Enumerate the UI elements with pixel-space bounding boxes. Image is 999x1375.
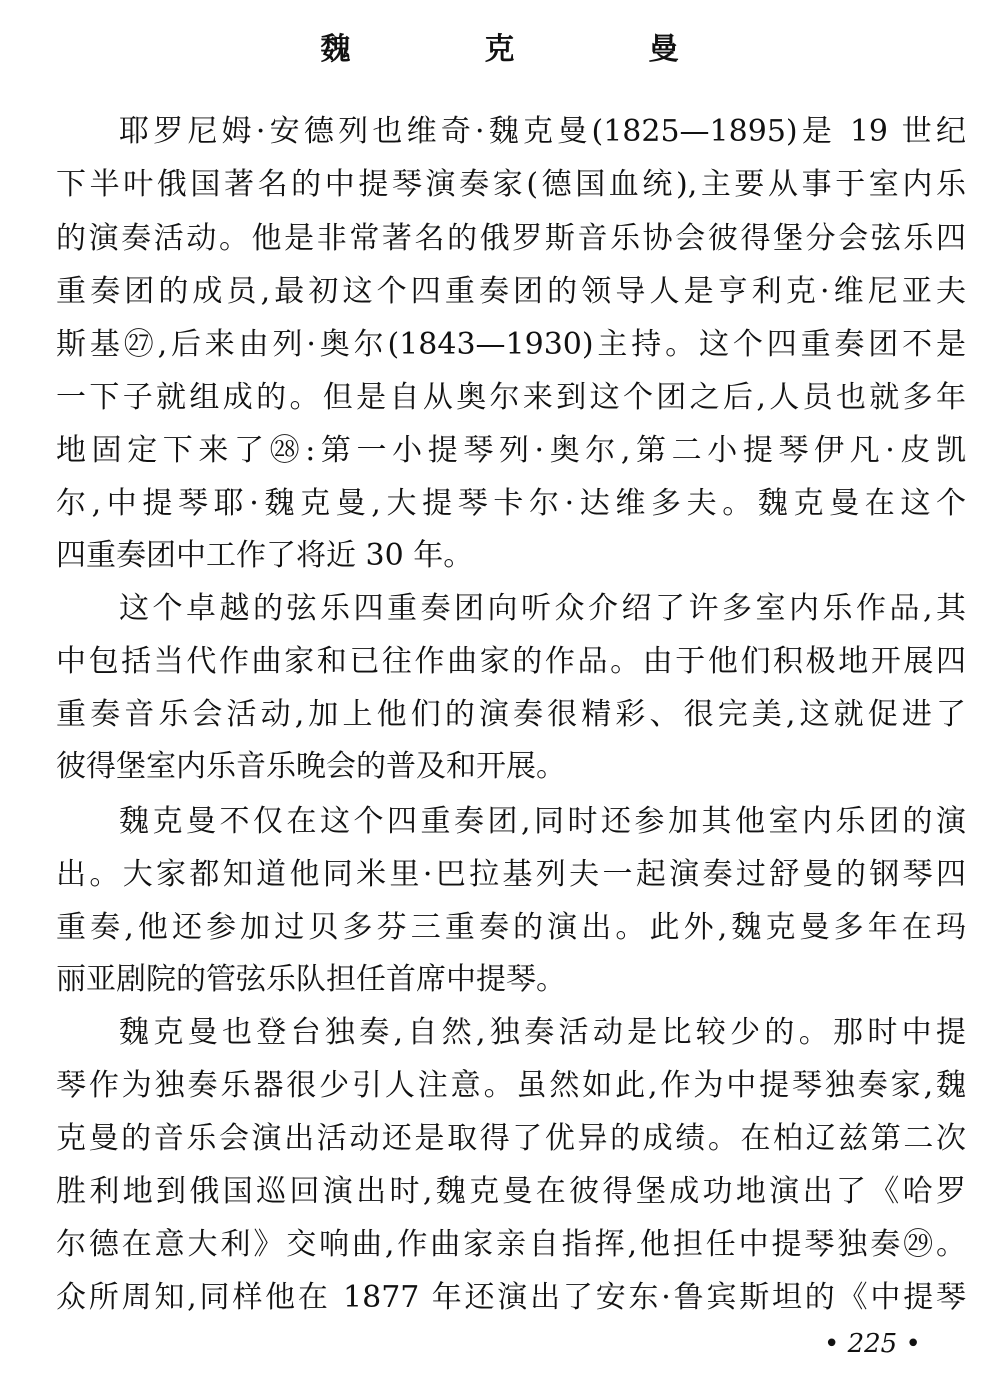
text-line: 克曼的音乐会演出活动还是取得了优异的成绩。在柏辽兹第二次 [56, 1121, 966, 1156]
text-line: 斯基㉗,后来由列·奥尔(1843—1930)主持。这个四重奏团不是 [56, 327, 966, 362]
text-line: 彼得堡室内乐音乐晚会的普及和开展。 [56, 749, 566, 784]
text-line: 下半叶俄国著名的中提琴演奏家(德国血统),主要从事于室内乐 [56, 167, 966, 202]
text-line: 魏克曼也登台独奏,自然,独奏活动是比较少的。那时中提 [119, 1015, 966, 1050]
text-line: 四重奏团中工作了将近 30 年。 [56, 538, 474, 573]
text-line: 地固定下来了㉘:第一小提琴列·奥尔,第二小提琴伊凡·皮凯 [56, 433, 966, 468]
text-line: 众所周知,同样他在 1877 年还演出了安东·鲁宾斯坦的《中提琴 [56, 1280, 966, 1315]
text-line: 尔,中提琴耶·魏克曼,大提琴卡尔·达维多夫。魏克曼在这个 [56, 486, 966, 521]
text-line: 尔德在意大利》交响曲,作曲家亲自指挥,他担任中提琴独奏㉙。 [56, 1227, 966, 1262]
text-line: 魏克曼不仅在这个四重奏团,同时还参加其他室内乐团的演 [119, 804, 966, 839]
text-line: 丽亚剧院的管弦乐队担任首席中提琴。 [56, 962, 566, 997]
text-line: 耶罗尼姆·安德列也维奇·魏克曼(1825—1895)是 19 世纪 [119, 114, 966, 149]
text-line: 这个卓越的弦乐四重奏团向听众介绍了许多室内乐作品,其 [119, 591, 966, 626]
text-line: 琴作为独奏乐器很少引人注意。虽然如此,作为中提琴独奏家,魏 [56, 1068, 966, 1103]
text-line: 出。大家都知道他同米里·巴拉基列夫一起演奏过舒曼的钢琴四 [56, 857, 966, 892]
text-line: 的演奏活动。他是非常著名的俄罗斯音乐协会彼得堡分会弦乐四 [56, 221, 966, 256]
page-number: • 225 • [824, 1329, 921, 1359]
text-line: 重奏团的成员,最初这个四重奏团的领导人是亨利克·维尼亚夫 [56, 274, 966, 309]
text-line: 中包括当代作曲家和已往作曲家的作品。由于他们积极地开展四 [56, 644, 966, 679]
text-line: 重奏音乐会活动,加上他们的演奏很精彩、很完美,这就促进了 [56, 697, 966, 732]
chapter-title: 魏 克 曼 [320, 32, 731, 67]
text-line: 胜利地到俄国巡回演出时,魏克曼在彼得堡成功地演出了《哈罗 [56, 1174, 966, 1209]
text-line: 一下子就组成的。但是自从奥尔来到这个团之后,人员也就多年 [56, 380, 966, 415]
text-line: 重奏,他还参加过贝多芬三重奏的演出。此外,魏克曼多年在玛 [56, 910, 966, 945]
